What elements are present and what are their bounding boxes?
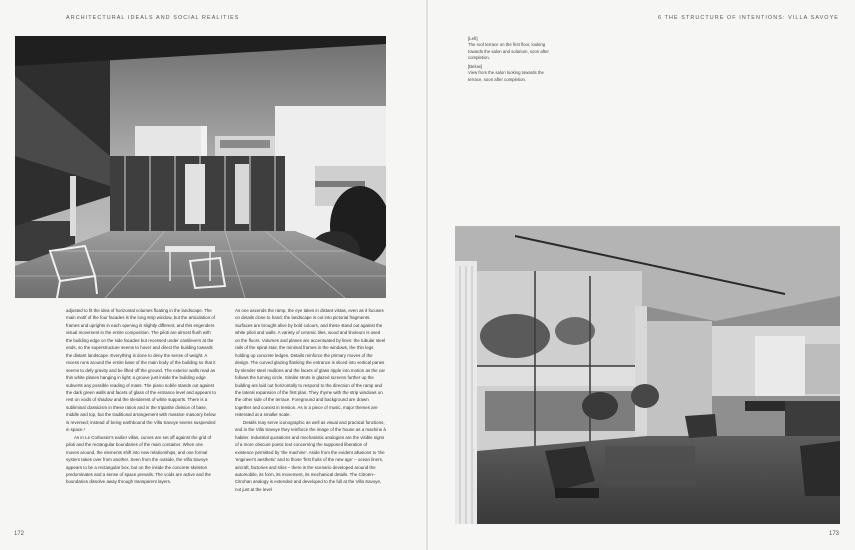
running-head-left: ARCHITECTURAL IDEALS AND SOCIAL REALITIES	[66, 15, 240, 21]
photo-salon-interior	[455, 226, 840, 524]
caption-left	[468, 36, 558, 61]
caption-text: View from the salon looking towards the terrace, soon after completion.	[468, 70, 544, 82]
page-number-left: 172	[14, 531, 25, 537]
body-column-1	[66, 307, 217, 527]
caption-text: The roof terrace on the first floor, looking towards the salon and solarium, soon after completion.	[468, 42, 549, 60]
body-paragraph: adjusted to fit the idea of horizontal volumes floating in the landscape. The main motif of the four facades is the long strip window, but the articulation of frames and uprights in each opening is slightly different, and this engenders visual movement in the entire composition. The piloti are almost flush with the building edge on the side facades but recessed under cantilevers at the ends, so the superstructure seems to hover and direct the building towards the distant landscape. Everything is done to deny the sense of weight. A recess runs around the entire base of the main body of the building so that it seems to defy gravity and be lifted off the ground. The exterior walls read as thin white planes hanging in light; a groove just inside the building edge subverts any possible reading of mass. The piano nobile stands out against the dark green walls and facets of glass of the entrance level and appears to rest on voids of shadow and the slenderest of white supports. There is a subliminal classicism in these ratios and in the tripartite division of base, middle and top, but the traditional arrangement with massive masonry below is reversed; instead of being earthbound the Villa Savoye seems suspended in space.¹	[66, 308, 216, 433]
left-page	[0, 0, 426, 550]
caption-tag: [Left]	[468, 36, 478, 41]
body-paragraph: As one ascends the ramp, the eye takes in distant vistas, even as it focuses on details close to hand; the landscape is cut into pictorial fragments. Surfaces are brought alive by bold colours, and these stand out against the white piloti and walls. A variety of ceramic tiles, wood and linoleum is used on the floors. Volumes and planes are accentuated by lines: the tubular steel rails of the spiral stair, the minimal frames in the windows, the thin legs holding up concrete ledges. Details reinforce the primary moves of the design. The curved glazing flanking the entrance is sliced into vertical panes by slender steel mullions and the facets of glass ripple into motion as the car follows the turning circle. Similar struts in glazed screens further up the building are laid out horizontally to respond to the direction of the ramp and the lateral expansion of the first plan. They rhyme with the strip windows on the other side of the terrace. Foreground and background are drawn together and coexist in tension. As in a piece of music, major themes are reiterated at a smaller scale.	[235, 308, 386, 418]
body-paragraph: As in Le Corbusier's earlier villas, curves are set off against the grid of piloti and the rectangular boundaries of the main container. When one moves around, the elements shift into new relationships, and one formal system takes over from another. Seen from the outside, the Villa Savoye appears to be a rectangular box, but on the inside the concrete skeleton predominates and a sense of space prevails. The voids are active and the boundaries dissolve away through transparent layers.	[66, 434, 212, 485]
caption-below	[468, 64, 558, 83]
caption-tag: [Below]	[468, 64, 483, 70]
body-column-2	[235, 307, 386, 527]
photo-roof-terrace	[15, 36, 386, 298]
body-paragraph: Details may serve iconographic as well as visual and practical functions, and in the Villa Savoye they reinforce the image of the house as a machine à habiter. Industrial quotations and mechanistic analogies are the visible signs of a more obscure poetic text concerning the supposed liberation of existence permitted by 'the machine'. Aside from the evident allusions to 'the 'engineer's aesthetic' and to those 'first fruits of the new age' – ocean liners, aircraft, factories and silos – there is the scenario developed around the automobile, its form, its movement, its mechanical details. The Citroën–Citrohan analogy is extended and developed to the full at the Villa Savoye, not just at the level	[235, 419, 386, 492]
page-number-right: 173	[828, 531, 839, 537]
running-head-right: 6 THE STRUCTURE OF INTENTIONS: VILLA SAVOYE	[658, 15, 839, 21]
right-page	[428, 0, 855, 550]
figure-captions	[468, 36, 558, 86]
